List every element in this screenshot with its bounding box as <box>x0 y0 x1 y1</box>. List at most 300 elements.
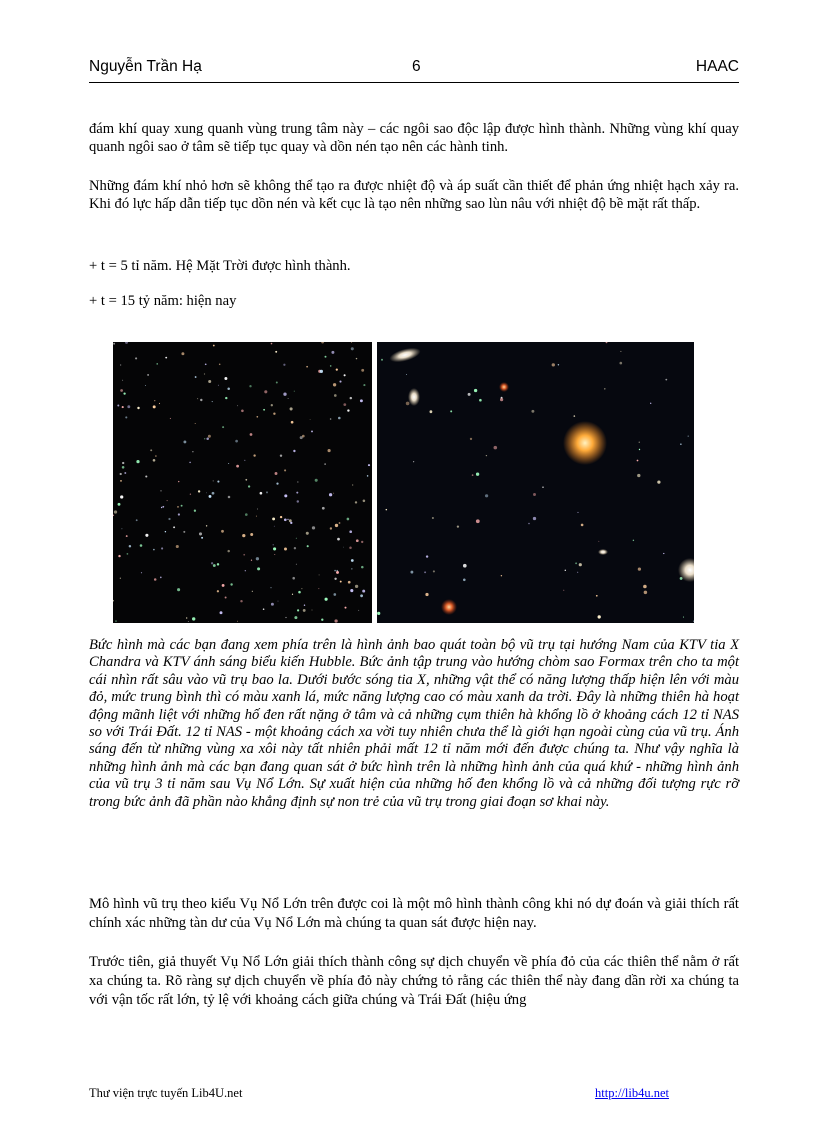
paragraph-big-bang-model: Mô hình vũ trụ theo kiểu Vụ Nổ Lớn trên được coi là một mô hình thành công khi nó dự đoán và giải thích rất chính xác những tàn dư của Vụ Nổ Lớn mà chúng ta quan sát được hiện nay. <box>89 896 739 931</box>
star-dot <box>235 440 238 443</box>
star-dot <box>339 522 341 524</box>
star-dot <box>333 383 336 386</box>
star-dot <box>322 507 325 510</box>
star-dot <box>284 494 287 497</box>
star-dot <box>606 342 608 343</box>
star-dot <box>206 437 209 440</box>
star-dot <box>189 462 191 464</box>
star-dot <box>276 382 278 384</box>
star-dot <box>204 438 205 439</box>
star-dot <box>227 550 229 552</box>
star-dot <box>241 409 244 412</box>
star-dot <box>178 513 180 515</box>
star-dot <box>153 459 156 462</box>
star-dot <box>424 571 426 573</box>
star-dot <box>337 570 338 571</box>
star-dot <box>257 567 260 570</box>
star-dot <box>297 500 299 502</box>
star-dot <box>283 364 285 366</box>
star-dot <box>343 547 344 548</box>
star-dot <box>204 373 205 374</box>
star-dot <box>124 472 126 474</box>
star-dot <box>162 506 164 508</box>
star-dot <box>252 591 253 592</box>
star-dot <box>160 577 162 579</box>
star-dot <box>221 530 224 533</box>
star-dot <box>311 430 313 432</box>
star-dot <box>129 545 131 547</box>
star-dot <box>638 567 641 570</box>
star-dot <box>577 512 578 513</box>
star-dot <box>153 405 156 408</box>
star-dot <box>288 398 289 399</box>
star-dot <box>381 359 383 361</box>
star-dot <box>598 615 601 618</box>
star-dot <box>208 380 211 383</box>
star-dot <box>430 410 433 413</box>
starfield-right <box>377 342 694 623</box>
star-dot <box>330 365 332 367</box>
star-dot <box>284 469 286 471</box>
star-dot <box>657 480 660 483</box>
star-dot <box>145 534 148 537</box>
star-dot <box>450 410 452 412</box>
starfield-left <box>113 342 372 623</box>
star-dot <box>500 398 503 401</box>
star-dot <box>619 362 622 365</box>
star-dot <box>195 423 196 424</box>
star-dot <box>574 415 576 417</box>
star-dot <box>650 403 651 404</box>
star-dot <box>153 549 155 551</box>
star-dot <box>260 492 263 495</box>
star-dot <box>476 519 480 523</box>
star-dot <box>463 564 467 568</box>
star-dot <box>639 442 640 443</box>
star-dot <box>211 562 213 564</box>
star-dot <box>334 619 337 622</box>
star-dot <box>367 475 369 477</box>
star-dot <box>426 555 428 557</box>
star-dot <box>406 374 407 375</box>
star-dot <box>227 387 230 390</box>
star-dot <box>161 547 163 549</box>
star-dot <box>154 400 155 401</box>
star-dot <box>270 587 271 588</box>
star-dot <box>285 617 286 618</box>
star-dot <box>693 621 694 622</box>
star-dot <box>113 600 114 602</box>
header-page-number: 6 <box>412 58 421 75</box>
footer-link[interactable]: http://lib4u.net <box>595 1086 669 1100</box>
star-dot <box>356 539 359 542</box>
star-dot <box>176 545 179 548</box>
paragraph-brown-dwarfs: Những đám khí nhỏ hơn sẽ không thể tạo ra được nhiệt độ và áp suất cần thiết để phản ứng nhiệt hạch xảy ra. Khi đó lực hấp dẫn tiếp tục dồn nén và kết cục là tạo nên những sao lùn nâu với nhiệt độ bề mặt rất thấp. <box>89 178 739 212</box>
star-dot <box>183 531 185 533</box>
star-dot <box>294 391 295 392</box>
star-dot <box>287 519 288 520</box>
star-dot <box>362 590 365 593</box>
star-dot <box>141 572 142 573</box>
star-dot <box>126 535 128 537</box>
star-dot <box>222 584 225 587</box>
star-dot <box>368 464 370 466</box>
star-dot <box>360 594 363 597</box>
star-dot <box>528 523 530 525</box>
star-dot <box>292 577 295 580</box>
star-dot <box>120 495 123 498</box>
star-dot <box>118 555 120 557</box>
star-dot <box>352 484 353 485</box>
star-dot <box>304 604 305 605</box>
star-dot <box>251 560 252 561</box>
star-dot <box>296 538 297 539</box>
header-author: Nguyễn Trần Hạ <box>89 58 202 75</box>
star-dot <box>195 376 197 378</box>
star-dot <box>209 495 212 498</box>
star-dot <box>291 421 294 424</box>
deep-field-hubble-image <box>377 342 694 623</box>
star-dot <box>194 510 196 512</box>
star-dot <box>245 513 248 516</box>
star-dot <box>300 436 303 439</box>
star-dot <box>256 516 257 517</box>
star-dot <box>343 403 346 406</box>
star-dot <box>312 526 315 529</box>
star-dot <box>230 583 232 585</box>
star-dot <box>336 369 338 371</box>
star-dot <box>688 435 689 436</box>
star-dot <box>154 578 157 581</box>
star-dot <box>181 505 183 507</box>
star-dot <box>315 479 318 482</box>
star-dot <box>298 591 301 594</box>
star-dot <box>165 531 166 532</box>
star-dot <box>256 557 259 560</box>
star-dot <box>122 406 124 408</box>
star-dot <box>217 481 219 483</box>
star-dot <box>349 530 352 533</box>
star-dot <box>563 590 564 591</box>
star-dot <box>127 405 130 408</box>
star-dot <box>289 519 292 522</box>
star-dot <box>217 563 219 565</box>
star-dot <box>552 363 555 366</box>
star-dot <box>271 343 273 345</box>
star-dot <box>581 524 584 527</box>
star-dot <box>463 579 466 582</box>
star-dot <box>335 524 338 527</box>
star-dot <box>167 500 168 501</box>
star-dot <box>125 342 128 344</box>
star-dot <box>225 597 227 599</box>
star-dot <box>136 460 139 463</box>
star-dot <box>145 385 146 386</box>
star-dot <box>120 578 121 579</box>
star-dot <box>253 454 255 456</box>
star-dot <box>200 399 202 401</box>
star-dot <box>145 475 147 477</box>
star-dot <box>683 617 684 618</box>
star-dot <box>334 570 336 572</box>
timeline-item-present: + t = 15 tỷ năm: hiện nay <box>89 293 237 309</box>
star-dot <box>159 403 160 404</box>
star-dot <box>198 490 200 492</box>
star-dot <box>348 581 351 584</box>
star-dot <box>122 380 123 381</box>
star-dot <box>303 609 306 612</box>
star-dot <box>472 474 474 476</box>
footer-library: Thư viện trực tuyến Lib4U.net <box>89 1086 243 1100</box>
star-dot <box>205 363 207 365</box>
star-dot <box>457 525 459 527</box>
star-dot <box>135 357 137 359</box>
star-dot <box>637 474 640 477</box>
star-dot <box>329 493 332 496</box>
star-dot <box>542 486 544 488</box>
star-dot <box>577 572 578 573</box>
star-dot <box>280 454 282 456</box>
star-dot <box>296 492 298 494</box>
star-dot <box>173 526 175 528</box>
star-dot <box>248 485 250 487</box>
star-dot <box>123 392 125 394</box>
star-dot <box>306 366 308 368</box>
star-dot <box>271 603 274 606</box>
star-dot <box>351 342 352 343</box>
star-dot <box>433 570 435 572</box>
star-dot <box>208 435 211 438</box>
star-dot <box>181 352 184 355</box>
star-dot <box>479 399 482 402</box>
star-dot <box>125 416 127 418</box>
star-dot <box>321 619 323 621</box>
star-dot <box>351 568 352 569</box>
star-dot <box>406 402 410 406</box>
star-dot <box>199 532 202 535</box>
star-dot <box>643 585 647 589</box>
image-caption: Bức hình mà các bạn đang xem phía trên là hình ảnh bao quát toàn bộ vũ trụ tại hướng Nam của KTV tia X Chandra và KTV ánh sáng biểu kiến Hubble. Bức ảnh tập trung vào hướng chòm sao Formax trên cho ta một cái nhìn rất sâu vào vũ trụ bao la. Dưới bước sóng tia X, những vật thể có năng lượng thấp hiện lên với màu đỏ, mức trung bình thì có màu xanh lá, mức năng lượng cao có màu xanh da trời. Đây là những thiên hà hoạt động mãnh liệt với những hố đen rất nặng ở tâm và cả những cụm thiên hà khổng lồ ở khoảng cách 12 tỉ NAS so với Trái Đất. 12 tỉ NAS - một khoảng cách xa vời tuy nhiên chưa thể là giới hạn ngoài cùng của vũ trụ. Ánh sáng đến từ những vùng xa xôi này tất nhiên phải mất 12 tỉ năm mới đến được chúng ta. Như vậy nghĩa là những hình ảnh mà các bạn đang quan sát ở bức hình trên là những hình ảnh của quá khứ - những hình ảnh của vũ trụ 3 tỉ năm sau Vụ Nổ Lớn. Sự xuất hiện của những hố đen khổng lồ và cả những đối tượng rực rỡ trong bức ảnh đã phần nào khẳng định sự non trẻ của vũ trụ trong giai đoạn sơ khai này. <box>89 637 739 810</box>
star-dot <box>280 516 282 518</box>
star-dot <box>468 393 471 396</box>
star-dot <box>361 566 364 569</box>
star-dot <box>228 496 231 499</box>
star-dot <box>201 537 203 539</box>
star-dot <box>190 494 191 495</box>
star-mid-left <box>499 382 509 392</box>
star-dot <box>410 571 413 574</box>
star-dot <box>349 546 352 549</box>
star-dot <box>275 351 277 353</box>
star-dot <box>292 594 293 595</box>
star-dot <box>243 554 245 556</box>
star-dot <box>225 397 227 399</box>
star-dot <box>245 570 246 571</box>
star-dot <box>220 611 223 614</box>
star-dot <box>120 473 122 475</box>
star-dot <box>274 526 275 527</box>
star-dot <box>318 588 319 589</box>
star-dot <box>425 593 428 596</box>
star-dot <box>206 525 207 526</box>
star-dot <box>596 595 598 597</box>
star-dot <box>351 559 354 562</box>
star-dot <box>264 390 267 393</box>
star-dot <box>168 518 170 520</box>
star-dot <box>170 418 171 419</box>
star-bottom-left <box>441 599 457 615</box>
star-dot <box>301 588 302 589</box>
star-dot <box>324 463 325 464</box>
page-footer <box>89 1086 669 1102</box>
deep-field-xray-image <box>113 342 372 623</box>
star-dot <box>192 451 193 452</box>
star-dot <box>290 522 292 524</box>
star-dot <box>206 492 207 493</box>
star-dot <box>120 364 121 365</box>
star-dot <box>351 347 354 350</box>
star-dot <box>271 404 273 406</box>
star-dot <box>236 465 239 468</box>
star-dot <box>330 527 332 529</box>
star-dot <box>263 409 265 411</box>
star-dot <box>340 581 342 583</box>
star-dot <box>177 506 179 508</box>
star-dot <box>127 553 129 555</box>
star-dot <box>294 547 296 549</box>
star-dot <box>336 571 339 574</box>
star-dot <box>228 463 229 464</box>
star-dot <box>212 401 213 402</box>
page-header <box>89 56 739 83</box>
star-dot <box>217 590 219 592</box>
star-dot <box>307 545 309 547</box>
star-dot <box>140 544 143 547</box>
star-dot <box>137 407 139 409</box>
star-dot <box>356 358 357 359</box>
star-dot <box>620 351 621 352</box>
star-dot <box>121 528 122 529</box>
star-dot <box>274 554 275 555</box>
star-dot <box>598 541 599 542</box>
star-dot <box>297 609 299 611</box>
star-dot <box>197 398 198 399</box>
star-dot <box>113 343 115 345</box>
star-dot <box>337 538 340 541</box>
star-dot <box>334 394 337 397</box>
star-dot <box>361 369 364 372</box>
star-dot <box>219 364 221 366</box>
paragraph-redshift: Trước tiên, giả thuyết Vụ Nổ Lớn giải thích thành công sự dịch chuyển về phía đỏ của các thiên thể nằm ở rất xa chúng ta. Rõ ràng sự dịch chuyển về phía đỏ này chứng tỏ rằng các thiên thể này đang dần rời xa chúng ta với vận tốc rất lớn, tỷ lệ với khoảng cách giữa chúng và Trái Đất (hiệu ứng <box>89 954 739 1008</box>
star-dot <box>347 409 349 411</box>
star-dot <box>680 444 681 445</box>
star-dot <box>245 479 247 481</box>
star-dot <box>213 345 215 347</box>
star-dot <box>276 482 278 484</box>
star-dot <box>293 450 295 452</box>
star-dot <box>122 466 125 469</box>
timeline-item-solar-system: + t = 5 tỉ năm. Hệ Mặt Trời được hình thành. <box>89 258 351 274</box>
star-dot <box>161 507 162 508</box>
star-dot <box>345 607 347 609</box>
star-dot <box>558 364 559 365</box>
paragraph-gas-clouds: đám khí quay xung quanh vùng trung tâm này – các ngôi sao độc lập được hình thành. Những vùng khí quay quanh ngôi sao ở tâm sẽ tiếp tục quay và dồn nén tạo nên các hành tinh. <box>89 121 739 155</box>
star-dot <box>222 426 224 428</box>
star-dot <box>273 544 274 545</box>
star-dot <box>363 384 365 386</box>
star-dot <box>312 610 313 611</box>
galaxy-top-left <box>388 345 422 365</box>
star-dot <box>320 370 323 373</box>
star-dot <box>213 564 216 567</box>
star-dot <box>360 399 363 402</box>
star-dot <box>275 472 278 475</box>
star-dot <box>122 462 124 464</box>
star-dot <box>237 405 238 406</box>
star-dot <box>284 518 287 521</box>
star-dot <box>361 541 363 543</box>
star-dot <box>347 518 350 521</box>
star-dot <box>639 449 640 450</box>
star-dot <box>160 490 161 491</box>
star-dot <box>120 389 123 392</box>
star-dot <box>494 446 498 450</box>
star-dot <box>165 357 167 359</box>
star-dot <box>331 351 334 354</box>
star-dot <box>474 389 477 392</box>
star-dot <box>150 449 152 451</box>
star-dot <box>533 493 536 496</box>
star-dot <box>565 570 566 571</box>
star-dot <box>192 617 195 620</box>
star-dot <box>183 440 186 443</box>
star-dot <box>377 612 380 615</box>
star-dot <box>355 501 357 503</box>
star-dot <box>242 534 245 537</box>
star-dot <box>186 617 187 618</box>
star-dot <box>212 492 215 495</box>
star-dot <box>250 433 253 436</box>
star-dot <box>278 601 279 602</box>
star-dot <box>501 575 502 576</box>
star-dot <box>113 515 114 516</box>
star-dot <box>256 416 258 418</box>
star-dot <box>533 517 536 520</box>
star-dot <box>575 562 577 564</box>
star-dot <box>325 356 327 358</box>
star-dot <box>272 517 275 520</box>
star-dot <box>350 397 352 399</box>
star-dot <box>386 509 388 511</box>
star-dot <box>486 455 487 456</box>
star-dot <box>188 621 189 622</box>
star-dot <box>115 620 116 621</box>
star-dot <box>263 608 265 610</box>
star-dot <box>224 377 227 380</box>
star-dot <box>257 509 258 510</box>
star-dot <box>266 491 268 493</box>
star-dot <box>338 417 341 420</box>
star-dot <box>644 591 647 594</box>
star-dot <box>273 547 276 550</box>
star-dot <box>334 578 336 580</box>
star-dot <box>333 593 336 596</box>
star-dot <box>579 563 582 566</box>
star-dot <box>363 500 366 503</box>
star-dot <box>249 385 251 387</box>
galaxy-center-orange <box>563 421 607 465</box>
star-dot <box>665 379 667 381</box>
